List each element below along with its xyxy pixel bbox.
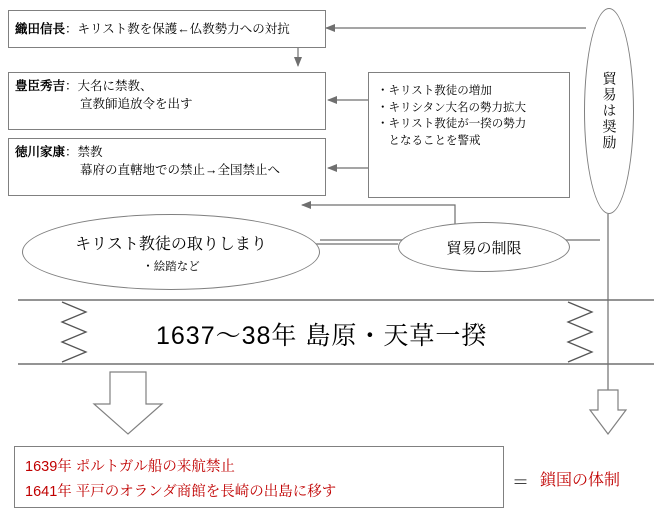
ieyasu-separator: ： xyxy=(65,145,78,159)
reason-item-3: ・キリスト教徒が一揆の勢力 xyxy=(377,118,527,131)
oda-text: キリスト教を保護←仏教勢力への対抗 xyxy=(77,21,290,36)
big-arrow-down-left xyxy=(94,372,162,434)
box-tokugawa-ieyasu xyxy=(8,138,326,196)
ieyasu-line1: 禁教 xyxy=(77,145,103,159)
ieyasu-name: 徳川家康 xyxy=(15,145,66,159)
crackdown-line1: キリスト教徒の取りしまり xyxy=(75,235,267,253)
trade-encouraged-label: 貿易は奨励 xyxy=(601,71,618,151)
ellipse-trade-encouraged xyxy=(584,8,634,214)
hideyoshi-separator: ： xyxy=(65,79,78,93)
crackdown-line2: ・絵踏など xyxy=(142,260,200,273)
zigzag-right xyxy=(568,302,592,362)
result-line-2: 1641年 平戸のオランダ商館を長崎の出島に移す xyxy=(25,484,337,501)
ellipse-trade-restriction xyxy=(398,222,570,272)
conclusion-sakoku: 鎖国の体制 xyxy=(540,472,621,489)
equals-sign: ＝ xyxy=(512,473,529,492)
hideyoshi-name: 豊臣秀吉 xyxy=(15,79,66,93)
reason-item-1: ・キリスト教徒の増加 xyxy=(377,85,492,97)
big-arrow-down-right xyxy=(590,390,626,434)
box-toyotomi-hideyoshi xyxy=(8,72,326,130)
ellipse-christian-crackdown xyxy=(22,214,320,290)
oda-separator: ： xyxy=(65,21,78,36)
reason-item-2: ・キリシタン大名の勢力拡大 xyxy=(377,101,527,114)
reason-item-4: となることを警戒 xyxy=(377,135,481,148)
zigzag-left xyxy=(62,302,86,362)
box-result-policies xyxy=(14,446,504,508)
box-reasons xyxy=(368,72,570,198)
trade-restriction-label: 貿易の制限 xyxy=(446,239,522,257)
oda-name: 織田信長 xyxy=(15,21,66,36)
ieyasu-line2: 幕府の直轄地での禁止→全国禁止へ xyxy=(80,163,281,178)
result-line-1: 1639年 ポルトガル船の来航禁止 xyxy=(25,459,235,475)
hideyoshi-line2: 宣教師追放令を出す xyxy=(80,97,193,112)
hideyoshi-line1: 大名に禁教、 xyxy=(77,79,153,93)
event-shimabara-rebellion: 1637〜38年 島原・天草一揆 xyxy=(156,322,488,350)
box-oda-nobunaga xyxy=(8,10,326,48)
